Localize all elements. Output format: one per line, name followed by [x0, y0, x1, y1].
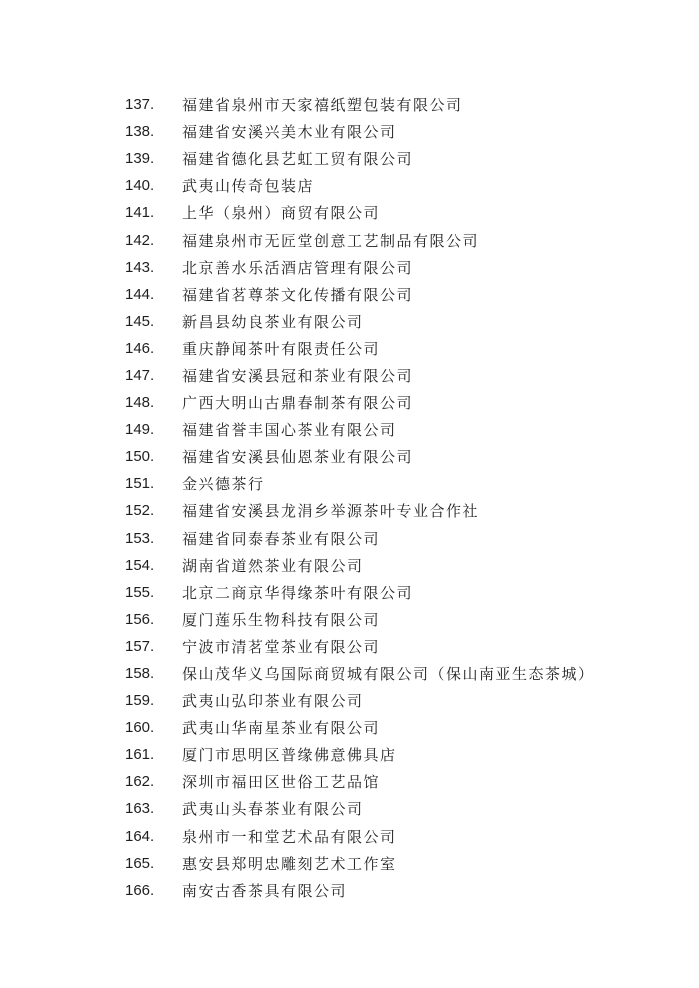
list-item: [125, 254, 595, 281]
item-number: 141.: [125, 204, 155, 222]
item-name: 上华（泉州）商贸有限公司: [182, 204, 381, 223]
item-number: 166.: [125, 881, 155, 899]
item-name: 福建省安溪县冠和茶业有限公司: [182, 366, 414, 385]
item-number: 140.: [125, 177, 155, 195]
list-item: [125, 497, 595, 524]
item-name: 新昌县幼良茶业有限公司: [182, 312, 364, 331]
item-name: 泉州市一和堂艺术品有限公司: [182, 827, 397, 846]
item-name: 福建省誉丰国心茶业有限公司: [182, 421, 397, 440]
item-name: 南安古香茶具有限公司: [182, 881, 348, 900]
item-number: 164.: [125, 827, 155, 845]
list-item: [125, 823, 595, 850]
item-number: 144.: [125, 285, 155, 303]
list-item: [125, 226, 595, 253]
item-name: 惠安县郑明忠雕刻艺术工作室: [182, 854, 397, 873]
list-item: [125, 199, 595, 226]
list-item: [125, 172, 595, 199]
item-name: 重庆静闻茶叶有限责任公司: [182, 339, 381, 358]
list-item: [125, 470, 595, 497]
list-item: [125, 443, 595, 470]
item-name: 北京善水乐活酒店管理有限公司: [182, 258, 414, 277]
item-name: 厦门莲乐生物科技有限公司: [182, 610, 381, 629]
item-name: 福建省德化县艺虹工贸有限公司: [182, 150, 414, 169]
list-item: [125, 606, 595, 633]
list-item: [125, 91, 595, 118]
item-number: 160.: [125, 719, 155, 737]
item-number: 162.: [125, 773, 155, 791]
item-name: 保山茂华义乌国际商贸城有限公司（保山南亚生态茶城）: [182, 665, 595, 684]
item-name: 广西大明山古鼎春制茶有限公司: [182, 394, 414, 413]
item-number: 147.: [125, 366, 155, 384]
list-item: [125, 687, 595, 714]
list-item: [125, 795, 595, 822]
list-item: [125, 389, 595, 416]
list-item: [125, 633, 595, 660]
list-item: [125, 850, 595, 877]
item-number: 148.: [125, 394, 155, 412]
list-item: [125, 335, 595, 362]
item-number: 142.: [125, 231, 155, 249]
list-item: [125, 741, 595, 768]
item-number: 145.: [125, 312, 155, 330]
item-name: 金兴德茶行: [182, 475, 265, 494]
item-name: 福建省茗尊茶文化传播有限公司: [182, 285, 414, 304]
item-name: 福建省安溪县仙恩茶业有限公司: [182, 448, 414, 467]
item-number: 158.: [125, 665, 155, 683]
item-name: 福建省安溪县龙涓乡举源茶叶专业合作社: [182, 502, 480, 521]
item-name: 武夷山弘印茶业有限公司: [182, 692, 364, 711]
item-number: 154.: [125, 556, 155, 574]
list-item: [125, 281, 595, 308]
list-item: [125, 145, 595, 172]
item-number: 163.: [125, 800, 155, 818]
item-number: 138.: [125, 123, 155, 141]
item-number: 155.: [125, 583, 155, 601]
item-number: 156.: [125, 610, 155, 628]
item-number: 149.: [125, 421, 155, 439]
item-name: 湖南省道然茶业有限公司: [182, 556, 364, 575]
list-item: [125, 579, 595, 606]
item-number: 146.: [125, 339, 155, 357]
item-number: 157.: [125, 637, 155, 655]
list-item: [125, 362, 595, 389]
item-name: 厦门市思明区普缘佛意佛具店: [182, 746, 397, 765]
item-name: 福建泉州市无匠堂创意工艺制品有限公司: [182, 231, 480, 250]
item-name: 福建省泉州市天家禧纸塑包装有限公司: [182, 96, 463, 115]
item-number: 153.: [125, 529, 155, 547]
item-name: 武夷山华南星茶业有限公司: [182, 719, 381, 738]
item-name: 武夷山传奇包装店: [182, 177, 315, 196]
item-name: 深圳市福田区世俗工艺品馆: [182, 773, 381, 792]
item-name: 北京二商京华得缘茶叶有限公司: [182, 583, 414, 602]
list-item: [125, 714, 595, 741]
list-item: [125, 118, 595, 145]
item-name: 福建省安溪兴美木业有限公司: [182, 123, 397, 142]
item-number: 137.: [125, 96, 155, 114]
item-number: 161.: [125, 746, 155, 764]
list-item: [125, 416, 595, 443]
item-name: 福建省同泰春茶业有限公司: [182, 529, 381, 548]
item-number: 139.: [125, 150, 155, 168]
item-number: 159.: [125, 692, 155, 710]
list-item: [125, 308, 595, 335]
item-name: 武夷山头春茶业有限公司: [182, 800, 364, 819]
list-item: [125, 552, 595, 579]
company-list: [125, 91, 595, 904]
item-number: 151.: [125, 475, 155, 493]
item-number: 143.: [125, 258, 155, 276]
item-number: 150.: [125, 448, 155, 466]
list-item: [125, 525, 595, 552]
list-item: [125, 877, 595, 904]
list-item: [125, 660, 595, 687]
item-number: 152.: [125, 502, 155, 520]
item-name: 宁波市清茗堂茶业有限公司: [182, 637, 381, 656]
item-number: 165.: [125, 854, 155, 872]
list-item: [125, 768, 595, 795]
